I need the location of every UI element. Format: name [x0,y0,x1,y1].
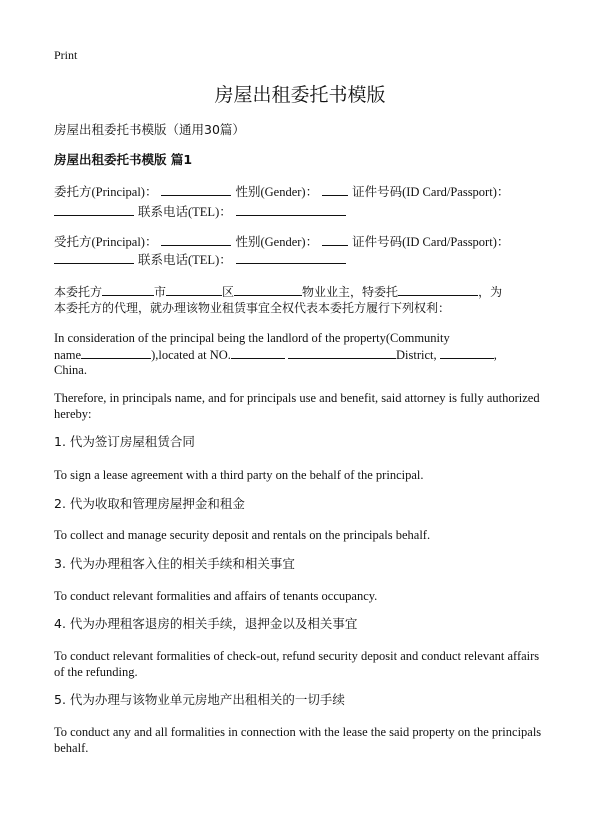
property-blank[interactable] [234,283,302,296]
cn-text: 区 [222,285,235,299]
cn-text: ，为 [478,285,503,299]
cn-text: 本委托方 [54,285,103,299]
item-2-en: To collect and manage security deposit and rentals on the principals behalf. [54,528,431,542]
en-para-line-2 [54,346,550,363]
agent-tel-label-en: (TEL)： [188,253,232,267]
principal-gender-blank[interactable] [322,183,348,196]
therefore-paragraph: Therefore, in principals name, and for principals use and benefit, said attorney is fully authorized hereby: [54,391,540,421]
agent-id-label: 证件号码 [352,234,403,249]
en-text: ),located at NO. [151,348,231,362]
principal-id-label: 证件号码 [352,184,403,199]
principal-gender-label-en: (Gender)： [260,185,319,199]
principal-gender-label: 性别 [235,184,261,199]
principal-tel-label-en: (TEL)： [188,205,232,219]
agent-id-label-en: (ID Card/Passport)： [402,235,510,249]
en-text: District, [396,348,437,362]
cn-authorization-line-2: 本委托方的代理，就办理该物业租赁事宜全权代表本委托方履行下列权利： [54,301,451,315]
principal-tel-label: 联系电话 [137,204,188,219]
agent-gender-label-en: (Gender)： [260,235,319,249]
en-para-line-3: China. [54,363,87,377]
en-para-line-1: In consideration of the principal being the landlord of the property(Community [54,331,450,345]
item-2-cn: 2. 代为收取和管理房屋押金和租金 [54,496,245,511]
agent-tel-blank[interactable] [236,251,346,264]
print-label[interactable]: Print [54,48,78,62]
agent-line-1 [54,232,550,252]
item-5-en: To conduct any and all formalities in connection with the lease the said property on the principals behalf. [54,725,542,755]
item-1-en: To sign a lease agreement with a third party on the behalf of the principal. [54,468,424,482]
en-text: name [54,348,82,362]
city-blank[interactable] [102,283,154,296]
principal-tel-blank[interactable] [236,203,346,216]
en-text: , [493,348,497,362]
section-heading: 房屋出租委托书模版 篇1 [54,152,193,167]
district-blank[interactable] [166,283,222,296]
principal-name-blank[interactable] [161,183,231,196]
item-3-cn: 3. 代为办理租客入住的相关手续和相关事宜 [54,556,295,571]
principal-line-2 [54,202,550,222]
item-4-cn: 4. 代为办理租客退房的相关手续，退押金以及相关事宜 [54,616,358,631]
number-blank[interactable] [231,346,285,359]
principal-label: 委托方 [54,184,92,199]
agent-gender-label: 性别 [235,234,261,249]
item-3-en: To conduct relevant formalities and affairs of tenants occupancy. [54,589,378,603]
agent-label-en: (Principal)： [91,235,158,249]
agent-tel-label: 联系电话 [137,252,188,267]
item-1-cn: 1. 代为签订房屋租赁合同 [54,434,195,449]
agent-label: 受托方 [54,234,92,249]
cn-text: 市 [154,285,167,299]
agent-id-blank[interactable] [54,251,134,264]
agent-blank[interactable] [398,283,478,296]
item-4-en: To conduct relevant formalities of check-out, refund security deposit and conduct relevant affairs of the refunding. [54,649,540,679]
principal-line-1 [54,182,550,202]
city-en-blank[interactable] [440,346,494,359]
street-blank[interactable] [288,346,396,359]
agent-name-blank[interactable] [161,233,231,246]
agent-line-2 [54,250,550,270]
principal-id-blank[interactable] [54,203,134,216]
item-5-cn: 5. 代为办理与该物业单元房地产出租相关的一切手续 [54,692,345,707]
community-name-blank[interactable] [81,346,151,359]
principal-label-en: (Principal)： [91,185,158,199]
principal-id-label-en: (ID Card/Passport)： [402,185,510,199]
page-title: 房屋出租委托书模版 [214,84,386,106]
subtitle: 房屋出租委托书模版（通用30篇） [54,122,245,137]
agent-gender-blank[interactable] [322,233,348,246]
cn-text: 物业业主，特委托 [302,285,399,299]
